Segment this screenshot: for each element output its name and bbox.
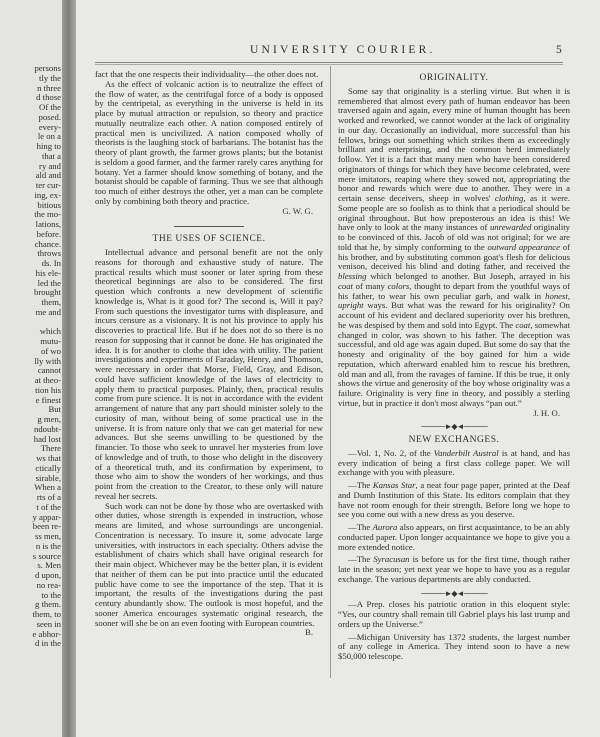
fragment-line: lly with bbox=[34, 355, 61, 366]
paragraph bbox=[338, 87, 570, 409]
fragment-line: ter cur- bbox=[35, 180, 61, 190]
italic-run: blessing bbox=[338, 271, 367, 281]
fragment-line: cannot bbox=[37, 365, 61, 376]
text-run: which belonged to another. But Joseph, arrayed in his bbox=[366, 271, 570, 281]
column-divider bbox=[330, 66, 331, 678]
paragraph bbox=[338, 633, 570, 662]
fragment-line: ctically bbox=[35, 462, 61, 473]
facing-page-fragment bbox=[0, 0, 64, 737]
text-run: is at hand, and has every indication of being a first class college paper. We will exchange with you with pleasure. bbox=[338, 447, 570, 478]
paragraph bbox=[95, 502, 323, 629]
header-rule bbox=[95, 62, 563, 65]
fragment-line: at theo- bbox=[34, 375, 61, 385]
left-column bbox=[95, 70, 323, 638]
fragment-line: had lost bbox=[33, 433, 61, 444]
fragment-line: s. Men bbox=[37, 560, 61, 571]
italic-run: Syracusan bbox=[373, 554, 410, 565]
section-title: NEW EXCHANGES. bbox=[408, 435, 500, 445]
fragment-line: ds. In bbox=[41, 258, 61, 268]
fragment-line: ing, ex- bbox=[34, 189, 61, 200]
fragment-line: g them. bbox=[34, 599, 61, 610]
italic-run: honest, upright bbox=[338, 290, 570, 311]
fragment-line: the mo- bbox=[34, 209, 61, 220]
fragment-line: no rea- bbox=[36, 579, 61, 590]
ornamental-rule: ─────►◆◄───── bbox=[421, 588, 487, 598]
fragment-line: led the bbox=[37, 277, 61, 288]
fragment-line: of wo bbox=[40, 345, 61, 356]
fragment-line: them, bbox=[41, 297, 61, 307]
fragment-line: ry and bbox=[39, 160, 61, 171]
fragment-line: throws bbox=[37, 248, 61, 259]
masthead-title: UNIVERSITY COURIER. bbox=[250, 44, 436, 56]
text-run: of many bbox=[352, 280, 388, 291]
text-run: , a neat four page paper, printed at the Deaf and Dumb Institution of this State. Its editors complain that they have not room enough for their strength. Before long we hope to see you come out with a new dress as you deserve. bbox=[338, 480, 570, 520]
fragment-line: d those bbox=[36, 92, 61, 103]
paragraph bbox=[338, 523, 570, 552]
fragment-line: le on a bbox=[37, 131, 61, 142]
italic-run: unrewarded bbox=[489, 222, 532, 233]
italic-run: coat bbox=[515, 319, 531, 330]
fragment-line: Of the bbox=[39, 102, 61, 112]
ornamental-rule: ─────►◆◄───── bbox=[421, 422, 487, 432]
text-run: ways. But what was the reward for his originality? On account of his evident and declared superiority over his brethren, he was despised by them and sold into Egypt. The bbox=[338, 300, 570, 330]
fragment-line: every- bbox=[38, 121, 61, 132]
fragment-line: sirable, bbox=[35, 472, 61, 483]
fragment-line: persons bbox=[34, 63, 61, 73]
fragment-line: mutu- bbox=[40, 336, 61, 346]
text-run: —Michigan University has 1372 students, the largest number of any college in America. They intend soon to have a new $50,000 telescope. bbox=[338, 631, 570, 661]
paragraph bbox=[95, 80, 323, 207]
italic-run: colors bbox=[387, 280, 410, 291]
italic-run: Vanderbilt Austral bbox=[433, 447, 499, 458]
fragment-line: them, to bbox=[32, 609, 61, 619]
paragraph bbox=[338, 555, 570, 584]
fragment-line: d in the bbox=[34, 638, 61, 649]
fragment-line: hing to bbox=[36, 141, 61, 151]
paragraph bbox=[338, 449, 570, 478]
fragment-line: e finest bbox=[35, 394, 61, 405]
fragment-line: which bbox=[39, 326, 61, 337]
fragment-line: chance. bbox=[34, 238, 61, 249]
fragment-line: g men, bbox=[37, 414, 61, 424]
text-run: is before us for the first time, though rather late in the season; yet next year we hope to have you as a regular exchange. The various departments are ably conducted. bbox=[338, 554, 570, 584]
article-uses-of-science bbox=[95, 235, 323, 638]
signature: B. bbox=[305, 627, 313, 638]
paragraph bbox=[95, 248, 323, 502]
text-run: —A Prep. closes his patriotic oration in this eloquent style: “Yes, our country shall remain till Gabriel plays his last trump and orders up the Universe.” bbox=[338, 599, 570, 629]
section-notes bbox=[338, 600, 570, 662]
fragment-line: s source bbox=[32, 550, 61, 561]
article-title: ORIGINALITY. bbox=[419, 73, 489, 83]
fragment-line: When a bbox=[34, 482, 61, 493]
fragment-line: bitious bbox=[37, 199, 61, 210]
fragment-line: tly the bbox=[39, 72, 61, 83]
text-run: —The bbox=[348, 554, 374, 565]
text-run: As the effect of volcanic action is to neutralize the effect of the flow of water, as the centrifugal force of a body is opposed by the centripetal, as everything in the universe is held in its place by mutual attraction or repulsion, so theory and practice mutually neutralize each other. A nation composed entirely of practical men is uncivilized. A nation composed wholly of theorists is the laughing stock of barbarians. The botanist has the theory of plant growth, the farmer grows plants; but the botanist is seldom a good farmer, and the farmer rarely cares anything for botany. Yet a farmer should know something of botany, and the botanist should be capable of farming. Thus we see that although too much of either destroys the other, yet a man can be complete only by combining both theory and practice. bbox=[95, 78, 323, 206]
fragment-line: y appar- bbox=[32, 511, 61, 522]
fragment-line: n is the bbox=[35, 540, 61, 551]
text-run: , somewhat changed in color, was shown to his father. The deception was successful, and old age was again duped. But some do say that the honesty and originality of the boy gained for him a wide reputation, which afterward enabled him to rescue his brethren, old man and all, from the ravages of famine. If this be true, it only shows the virtue and generosity of the boy whose originality was a failure. Originality is very fine in theory, and possibly a sterling virtue, but in practice it don't most always “pan out.” bbox=[338, 319, 570, 408]
text-run: , thought to depart from the youthful ways of his father, to wear his own peculiar garb, and walk in bbox=[338, 280, 570, 301]
text-run: originality to be convinced of this. Jacob of old was not original; for we are told that he, by simply conforming to the bbox=[338, 222, 571, 252]
italic-run: Kansas Star bbox=[372, 480, 416, 490]
fragment-line: ws that bbox=[36, 453, 61, 463]
fragment-line: tion his bbox=[35, 384, 61, 395]
article-originality bbox=[338, 74, 570, 418]
fragment-line: rts of a bbox=[36, 492, 61, 502]
signature: G. W. G. bbox=[282, 205, 313, 216]
signature: J. H. O. bbox=[533, 407, 560, 418]
paragraph bbox=[338, 600, 570, 629]
text-run: fact that the one respects their individuality—the other does not. bbox=[95, 69, 319, 79]
italic-run: outward appearance bbox=[487, 241, 560, 252]
fragment-line: n three bbox=[37, 82, 61, 93]
fragment-line: been re- bbox=[32, 521, 61, 532]
section-rule bbox=[174, 226, 244, 227]
paragraph bbox=[338, 481, 570, 520]
italic-run: clothing bbox=[494, 193, 524, 203]
fragment-line: his ele- bbox=[35, 267, 61, 278]
text-run: Such work can not be done by those who are overtasked with other duties, whose strength is expended in instruction, whose means are limited, and whose surroundings are uncongenial. Concentration is necessary. To insure it, some advocate large universities, with instructors in each specialty. Others advise the establishment of chairs which shall have original research for their main object. Whichever may be the better plan, it is evident that neither of them can be put into practice until the educated public have come to see the importance of the step. That it is important, the results of the investigations during the past century abundantly show. The outlook is most hopeful, and the sooner America encourages systematic original research, the sooner will she be on an even footing with European countries. bbox=[95, 500, 323, 628]
fragment-line: There bbox=[40, 443, 61, 454]
fragment-line: ald and bbox=[35, 170, 61, 181]
fragment-line: brought bbox=[33, 287, 61, 298]
page-number: 5 bbox=[556, 44, 562, 56]
fragment-line: that a bbox=[41, 150, 61, 161]
article-title: THE USES OF SCIENCE. bbox=[152, 234, 266, 245]
fragment-line: to the bbox=[41, 589, 61, 600]
fragment-line: posed. bbox=[38, 111, 61, 122]
text-run: —The bbox=[348, 522, 373, 532]
text-run: of his brother, and by substituting common goat's flesh for delicious venison, deceived his blind and doting father, and received the bbox=[338, 241, 570, 272]
fragment-line: e abhor- bbox=[32, 628, 61, 639]
fragment-line: But bbox=[48, 404, 61, 415]
text-run: Intellectual advance and personal benefit are not the only reasons for thorough and exhaustive study of nature. The practical results which must sooner or later spring from these theoretical beginnings are also to be considered. The first question which confronts a new development of scientific knowledge is, What is it good for? The second is, Will it pay? From such questions the investigator turns with displeasure, and incurs censure as a visionary. It is not his province to apply his discoveries to practical life. But if he does not do so there is no reason for supposing that it cannot be done. He has originated the idea. It is for another to clothe that idea with utility. The patient investigations and experiments of Faraday, Henry, and Thomson, were necessary in order that Morse, Field, Gray, and Edison, could have sufficient knowledge of the laws of electricity to apply them to practical purposes. Plainly, then, practical results come from pure science. It is not in accordance with the evident arrangement of nature that any part should minister solely to the curiosity of man, without being of some practical use in the universe. It is from nature only that we can get material for new advances. But she seems unwilling to be questioned by the financier. To those who seek to unravel her mysteries from love of knowledge and of truth, to those who delight in the discovery of a theoretical truth, and its confirmation by experiment, to those who aim to show the wonders of her workings, and thus point from the creation to the Creator, to these only will nature reveal her secrets. bbox=[95, 247, 323, 501]
facing-page-text bbox=[32, 64, 61, 649]
right-column bbox=[338, 70, 570, 665]
fragment-line: ss men, bbox=[34, 531, 61, 541]
intro-article bbox=[95, 70, 323, 216]
fragment-line: lations, bbox=[35, 219, 61, 229]
text-run: also appears, on first acquaintance, to be an ably conducted paper. Upon longer acquaintance we hope to give you a more extended notice. bbox=[338, 522, 570, 552]
fragment-line: t of the bbox=[36, 501, 61, 512]
italic-run: coat bbox=[338, 280, 353, 291]
text-run: , as it were. Some people are so foolish as to think that a periodical should be original throughout. But how preposterous an idea is this! We have only to look at the many instances of bbox=[338, 193, 570, 233]
fragment-line: d upon, bbox=[34, 570, 61, 580]
text-run: Some say that originality is a sterling virtue. But when it is remembered that almost every path of human endeavor has been traversed again and again, every mine of human thought has been worked and reworked, we cannot wonder at the lack of originality in our day. Occasionally an individual, more successful than his fellows, brings out something which strikes them as exceedingly brilliant and enterprising, and the common herd immediately follow. Yet it is a fact that many men who have been considered originators of things for which they have become celebrated, were mere imitators, reaping where they sowed not, appropriating the honor and rewards which were due to another. They were in a certain sense deceivers, sheep in wolves' bbox=[338, 85, 570, 203]
fragment-line: ndoubt- bbox=[33, 423, 61, 434]
fragment-line: before. bbox=[36, 228, 61, 239]
fragment-line: me and bbox=[35, 306, 61, 317]
text-run: —The bbox=[348, 480, 373, 490]
fragment-line: seen in bbox=[36, 618, 61, 629]
italic-run: Aurora bbox=[372, 522, 398, 532]
text-run: —Vol. 1, No. 2, of the bbox=[348, 447, 434, 458]
section-new-exchanges bbox=[338, 436, 570, 585]
